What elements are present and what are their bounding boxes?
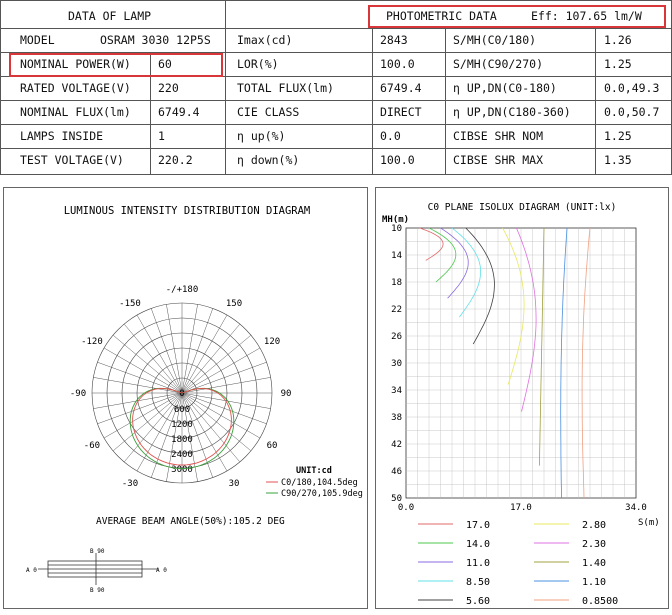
polar-radial-label: 1800: [171, 435, 193, 445]
isolux-contour: [539, 228, 544, 466]
polar-radial-label: 1200: [171, 420, 193, 430]
model-label: MODEL: [20, 33, 55, 47]
photometric-data-table: [0, 0, 672, 177]
isolux-contour: [420, 228, 443, 260]
isolux-legend-label: 8.50: [466, 577, 491, 588]
isolux-ytick: 14: [391, 251, 402, 261]
polar-angle-label: 120: [263, 337, 281, 347]
isolux-legend-label: 1.10: [582, 577, 607, 588]
isolux-xtick: 17.0: [510, 503, 532, 513]
isolux-ytick: 34: [391, 386, 402, 396]
polar-angle-label: -90: [69, 389, 87, 399]
efficacy-value: Eff: 107.65 lm/W: [531, 9, 642, 23]
polar-angle-label: -/+180: [165, 285, 199, 295]
smh-c90-value: 1.25: [604, 57, 632, 71]
lor-value: 100.0: [380, 57, 415, 71]
isolux-legend-label: 11.0: [466, 558, 491, 569]
efficacy-highlight: [368, 5, 666, 28]
lor-label: LOR(%): [237, 57, 279, 71]
polar-angle-label: -60: [83, 441, 101, 451]
polar-unit: UNIT:cd: [296, 466, 332, 476]
luminaire-symbol: [38, 553, 158, 585]
eta-down-value: 100.0: [380, 153, 415, 167]
polar-diagram-panel: [3, 187, 368, 609]
isolux-legend-label: 5.60: [466, 596, 491, 607]
polar-angle-label: -120: [81, 337, 103, 347]
lum-a0-right: A 0: [156, 567, 167, 574]
isolux-ytick: 10: [391, 224, 402, 234]
legend-c0-label: C0/180,104.5deg: [281, 478, 358, 488]
lum-a0-left: A 0: [26, 567, 37, 574]
cibse-max-value: 1.35: [604, 153, 632, 167]
legend-c90-label: C90/270,105.9deg: [281, 489, 363, 499]
isolux-ytick: 42: [391, 440, 402, 450]
beam-angle-text: AVERAGE BEAM ANGLE(50%):105.2 DEG: [96, 516, 285, 527]
isolux-diagram-panel: [375, 187, 669, 609]
polar-title: LUMINOUS INTENSITY DISTRIBUTION DIAGRAM: [63, 205, 311, 217]
polar-angle-label: 30: [228, 479, 240, 490]
polar-angle-label: -150: [119, 298, 141, 309]
isolux-ytick: 30: [391, 359, 402, 369]
test-voltage-label: TEST VOLTAGE(V): [20, 153, 124, 167]
isolux-ytick: 50: [391, 494, 402, 504]
rated-voltage-label: RATED VOLTAGE(V): [20, 81, 131, 95]
isolux-ytick: 38: [391, 413, 402, 423]
cibse-max-label: CIBSE SHR MAX: [453, 153, 544, 167]
isolux-ytick: 46: [391, 467, 402, 477]
isolux-ytick: 22: [391, 305, 402, 315]
polar-angle-label: -30: [121, 479, 139, 490]
cibse-nom-label: CIBSE SHR NOM: [453, 129, 544, 143]
data-of-lamp-title: DATA OF LAMP: [68, 9, 152, 23]
isolux-legend-label: 0.8500: [582, 596, 619, 607]
polar-diagram: [4, 188, 367, 608]
polar-radial-label: 600: [173, 405, 191, 415]
smh-c90-label: S/MH(C90/270): [453, 57, 544, 71]
isolux-legend-label: 2.80: [582, 520, 607, 531]
cie-class-value: DIRECT: [380, 105, 422, 119]
isolux-legend-label: 2.30: [582, 539, 607, 550]
total-flux-value: 6749.4: [380, 81, 422, 95]
eta-down-label: η down(%): [237, 153, 300, 167]
isolux-diagram: [376, 188, 668, 608]
isolux-legend-label: 17.0: [466, 520, 491, 531]
nominal-power-label: NOMINAL POWER(W): [20, 57, 131, 71]
polar-radial-label: 3000: [171, 465, 193, 475]
polar-angle-label: 90: [280, 389, 292, 399]
smh-c0-label: S/MH(C0/180): [453, 33, 537, 47]
isolux-legend: [418, 520, 618, 607]
total-flux-label: TOTAL FLUX(lm): [237, 81, 334, 95]
eta-updn-c180-value: 0.0,50.7: [604, 107, 660, 119]
photometric-title: PHOTOMETRIC DATA: [386, 9, 497, 23]
isolux-grid: [406, 228, 636, 498]
power-highlight: [9, 53, 223, 77]
cie-class-label: CIE CLASS: [237, 105, 300, 119]
isolux-xlabel: S(m): [638, 518, 660, 528]
imax-value: 2843: [380, 33, 408, 47]
eta-updn-c0-value: 0.0,49.3: [604, 83, 660, 95]
isolux-ytick: 26: [391, 332, 402, 342]
smh-c0-value: 1.26: [604, 33, 632, 47]
nominal-flux-value: 6749.4: [158, 105, 200, 119]
lum-b90-bottom: B 90: [90, 587, 105, 594]
isolux-ytick: 18: [391, 278, 402, 288]
polar-angle-label: 150: [225, 298, 243, 309]
lamps-inside-value: 1: [158, 129, 165, 143]
rated-voltage-value: 220: [158, 81, 179, 95]
nominal-power-value: 60: [158, 57, 172, 71]
isolux-xtick: 0.0: [397, 503, 415, 513]
isolux-legend-label: 14.0: [466, 539, 491, 550]
polar-angle-label: 60: [266, 441, 278, 451]
eta-updn-c0-label: η UP,DN(C0-180): [453, 81, 557, 95]
polar-angle-labels: [70, 285, 292, 489]
cibse-nom-value: 1.25: [604, 129, 632, 143]
eta-up-label: η up(%): [237, 129, 286, 143]
nominal-flux-label: NOMINAL FLUX(lm): [20, 105, 131, 119]
isolux-ylabel: MH(m): [382, 215, 410, 225]
model-value: OSRAM 3030 12P5S: [100, 33, 211, 47]
polar-radial-label: 2400: [171, 450, 193, 460]
eta-updn-c180-label: η UP,DN(C180-360): [453, 105, 571, 119]
isolux-xtick: 34.0: [625, 503, 647, 513]
test-voltage-value: 220.2: [158, 153, 193, 167]
isolux-contour: [516, 228, 536, 412]
lamps-inside-label: LAMPS INSIDE: [20, 129, 104, 143]
lum-b90-top: B 90: [90, 548, 105, 555]
imax-label: Imax(cd): [237, 33, 293, 47]
polar-radial-label: 0: [179, 389, 185, 399]
isolux-title: C0 PLANE ISOLUX DIAGRAM (UNIT:lx): [427, 202, 617, 213]
eta-up-value: 0.0: [380, 129, 401, 143]
isolux-legend-label: 1.40: [582, 558, 607, 569]
